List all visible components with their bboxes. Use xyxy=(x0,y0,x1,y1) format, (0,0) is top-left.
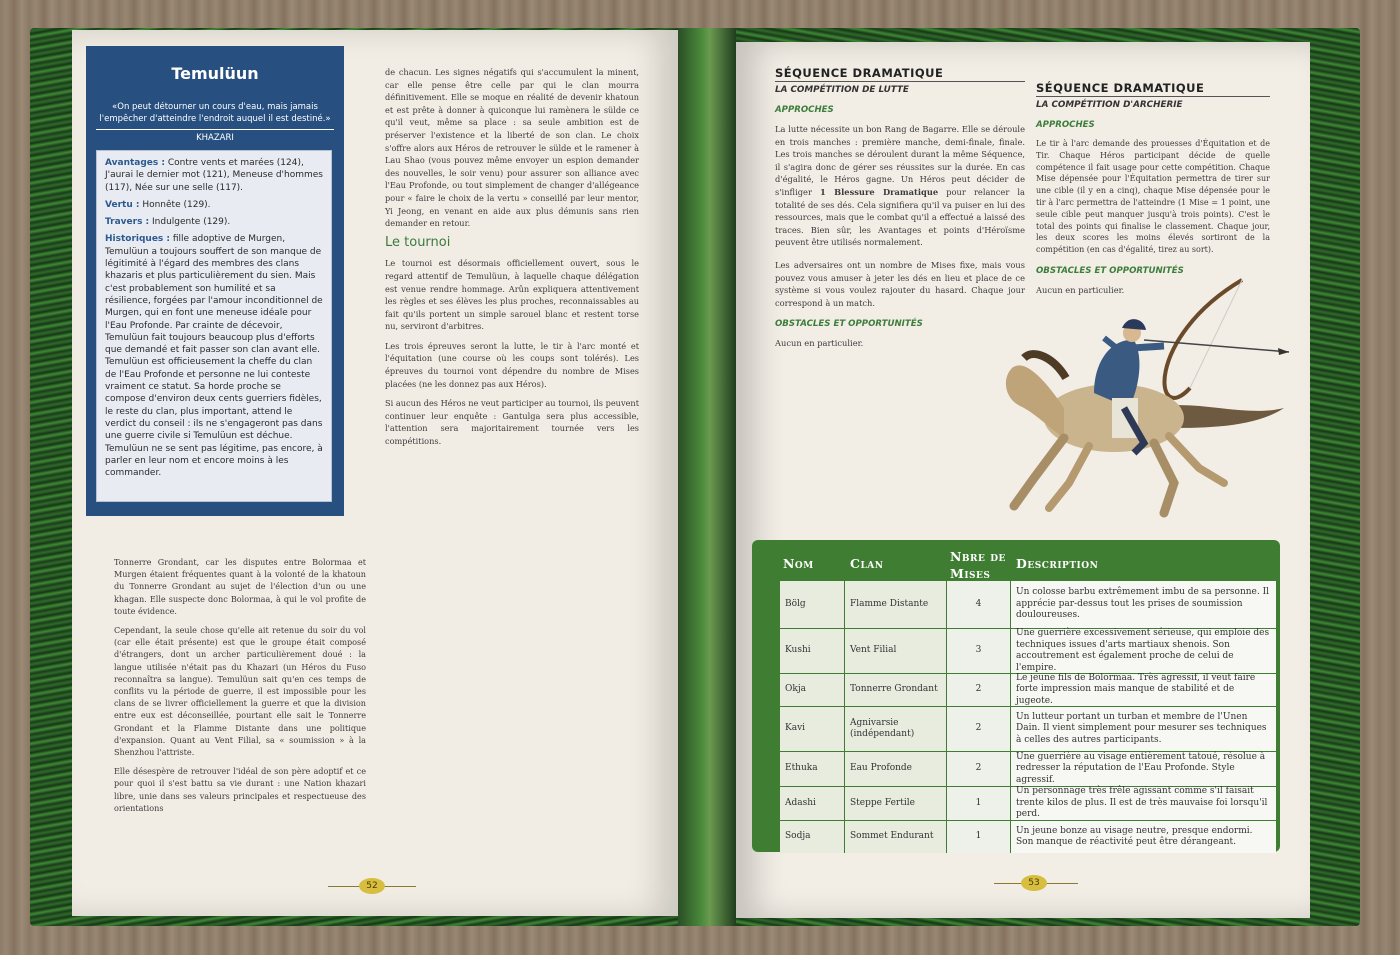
cell-clan: Eau Profonde xyxy=(845,752,947,786)
table-row xyxy=(780,821,1276,853)
paragraph: Le tir à l'arc demande des prouesses d'Équitation et de Tir. Chaque Héros participant décide de quelle compétence il fait usage pour cette compétition. Chaque Mise dépensée pour l'Équitation permettra de tirer sur une cible (il y en a cinq), chaque Mise dépensée pour le tir à l'arc permettra de l'atteindre (1 Mise = 1 point, une seule cible peut manquer jusqu'à trois points). C'est le total des points qui finalise le classement. Chaque jour, les deux scores les moins élevés sortiront de la compétition (en cas d'égalité, tirez au sort). xyxy=(1036,139,1270,255)
cell-clan: Flamme Distante xyxy=(845,581,947,628)
cell-mises: 1 xyxy=(947,787,1011,820)
cell-mises: 3 xyxy=(947,629,1011,673)
paragraph: La lutte nécessite un bon Rang de Bagarre. Elle se déroule en trois manches : première manche, demi-finale, finale. Les trois manches se déroulent durant la même Séquence, il s'agira donc de gérer ses réussites sur la durée. En cas d'égalité, le Héros gagne. Un Héros peut décider de s'infliger 1 Blessure Dramatique pour relancer la totalité de ses dés. Cela signifiera qu'il va puiser en lui des ressources, mais que le combat qu'il a effectué a laissé des traces. Bien sûr, les Avantages et points d'Héroïsme peuvent être utilisés normalement. xyxy=(775,124,1025,248)
sidebar-entry-vertu: Vertu : Honnête (129). xyxy=(105,199,211,210)
table-body xyxy=(780,581,1276,853)
page-number-right: 53 xyxy=(1021,875,1047,891)
sidebar-title: Temulüun xyxy=(171,64,259,83)
sidebar-entry-travers: Travers : Indulgente (129). xyxy=(105,217,231,228)
obstacles-heading: OBSTACLES ET OPPORTUNITÉS xyxy=(775,319,923,330)
competitors-table xyxy=(752,540,1280,852)
cell-mises: 1 xyxy=(947,821,1011,853)
cell-nom: Adashi xyxy=(780,787,845,820)
cell-nom: Sodja xyxy=(780,821,845,853)
cell-description: Un lutteur portant un turban et membre de l'Unen Dain. Il vient simplement pour mesurer ses techniques à celles des autres participants. xyxy=(1011,707,1276,751)
page-number-left: 52 xyxy=(359,878,385,894)
paragraph: Si aucun des Héros ne veut participer au tournoi, ils peuvent continuer leur enquête : Gantulga sera plus accessible, l'attention sera majoritairement tournée vers les compétitions. xyxy=(385,398,639,447)
table-row xyxy=(780,674,1276,707)
archerie-section xyxy=(1036,81,1270,297)
cell-description: Une guerrière excessivement sérieuse, qui emploie des techniques issues d'arts martiaux shenois. Son accoutrement est également proche de celui de l'empire. xyxy=(1011,629,1276,673)
right-column-text xyxy=(385,66,639,455)
horse-archer-illustration xyxy=(994,278,1294,518)
paragraph: Cependant, la seule chose qu'elle ait retenue du soir du vol (car elle était présente) est que le groupe était composé d'étrangers, dont un archer particulièrement doué : la langue utilisée n'était pas du Khazari (un Héros du Fuso reconnaîtra sa langue). Temulüun sait qu'en ces temps de conflits vu la période de guerre, il est impossible pour les clans de se livrer officiellement la guerre et que la division entre eux est déconseillée, pourtant elle sait le Tonnerre Grondant et la Flamme Distante dans une politique d'expansion. Quant au Vent Filial, sa « soumission » à la Shenzhou l'attriste. xyxy=(114,625,366,758)
sidebar-details-box xyxy=(96,150,332,502)
left-column-text xyxy=(114,556,366,821)
paragraph: de chacun. Les signes négatifs qui s'accumulent la minent, car elle pense être celle par qui le clan mourra définitivement. Elle se moque en réalité de devenir khatoun et est prête à donner à quiconque lui ramènera le sülde ce qu'il veut, même sa place : sa seule ambition est de préserver l'existence et la liberté de son clan. Le choix s'offre alors aux Héros de retrouver le sülde et le ramener à Lau Shao (vous pouvez même envoyer un espion demander des nouvelles, le soir venu) pour assurer son alliance avec l'Eau Profonde, ou tout simplement de changer d'allégeance pour « faire le choix de la vertu » conseillé par leur mentor, Yi Jeong, en venant en aide aux plus démunis sans rien demander en retour. xyxy=(385,67,639,229)
table-row xyxy=(780,629,1276,674)
sidebar-quote: «On peut détourner un cours d'eau, mais jamais l'empêcher d'atteindre l'endroit auquel il est destiné.» xyxy=(96,101,334,130)
cell-mises: 2 xyxy=(947,752,1011,786)
paragraph: Les adversaires ont un nombre de Mises fixe, mais vous pouvez vous amuser à jeter les dés en lieu et place de ce système si vous voulez rajouter du hasard. Chaque jour correspond à un match. xyxy=(775,259,1025,308)
table-header-nom: Nom xyxy=(783,556,814,571)
section-subtitle: LA COMPÉTITION DE LUTTE xyxy=(775,85,909,95)
cell-clan: Tonnerre Grondant xyxy=(845,674,947,706)
cell-description: Une guerrière au visage entièrement tatoué, résolue à redresser la réputation de l'Eau Profonde. Style agressif. xyxy=(1011,752,1276,786)
table-header-description: Description xyxy=(1016,556,1099,571)
section-title: SÉQUENCE DRAMATIQUE xyxy=(1036,81,1270,97)
cell-mises: 4 xyxy=(947,581,1011,628)
section-title: SÉQUENCE DRAMATIQUE xyxy=(775,66,1025,82)
cell-description: Un jeune bonze au visage neutre, presque endormi. Son manque de réactivité peut être dérangeant. xyxy=(1011,821,1276,853)
cell-nom: Ethuka xyxy=(780,752,845,786)
approches-heading: APPROCHES xyxy=(1036,120,1095,130)
cell-description: Un personnage très frêle agissant comme s'il faisait trente kilos de plus. Il est de très mauvaise foi lorsqu'il perd. xyxy=(1011,787,1276,820)
sidebar-entry-avantages: Avantages : Contre vents et marées (124), J'aurai le dernier mot (121), Meneuse d'hommes (117), Née sur une selle (117). xyxy=(105,158,323,193)
paragraph: Tonnerre Grondant, car les disputes entre Bolormaa et Murgen étaient fréquentes quant à la volonté de la khatoun du Tonnerre Grondant au sujet de l'élection d'un ou une khagan. Elle suspecte donc Bolormaa, à qui le vol profite de toute évidence. xyxy=(114,557,366,616)
sidebar-quote-author: KHAZARI xyxy=(196,133,234,143)
cell-mises: 2 xyxy=(947,707,1011,751)
table-header-clan: Clan xyxy=(850,556,884,571)
obstacles-heading: OBSTACLES ET OPPORTUNITÉS xyxy=(1036,265,1184,276)
approches-heading: APPROCHES xyxy=(775,105,834,115)
obstacles-text: Aucun en particulier. xyxy=(1036,284,1125,295)
character-sidebar xyxy=(86,46,344,516)
table-row xyxy=(780,787,1276,821)
cell-description: Un colosse barbu extrêmement imbu de sa personne. Il apprécie par-dessus tout les prises de soumission douloureuses. xyxy=(1011,581,1276,628)
book-gutter xyxy=(678,28,736,926)
paragraph: Le tournoi est désormais officiellement ouvert, sous le regard attentif de Temulüun, à laquelle chaque délégation est venue rendre hommage. Arûn expliquera attentivement les règles et ses élèves les plus proches, reconnaissables au fait qu'ils portent un simple sarouel blanc et restent torse nu, serviront d'arbitres. xyxy=(385,258,639,332)
lutte-body xyxy=(775,123,1025,309)
table-row xyxy=(780,707,1276,752)
cell-nom: Kushi xyxy=(780,629,845,673)
cell-nom: Kavi xyxy=(780,707,845,751)
archerie-body xyxy=(1036,138,1270,256)
table-row xyxy=(780,581,1276,629)
obstacles-text: Aucun en particulier. xyxy=(775,338,864,349)
section-subtitle: LA COMPÉTITION D'ARCHERIE xyxy=(1036,100,1183,110)
cell-clan: Sommet Endurant xyxy=(845,821,947,853)
cell-clan: Vent Filial xyxy=(845,629,947,673)
table-header-mises: Nbre de Mises xyxy=(950,549,1006,581)
cell-description: Le jeune fils de Bolormaa. Très agressif, il veut faire forte impression mais manque de stabilité et de jugeote. xyxy=(1011,674,1276,706)
cell-mises: 2 xyxy=(947,674,1011,706)
cell-clan: Steppe Fertile xyxy=(845,787,947,820)
sidebar-entry-historiques: Historiques : fille adoptive de Murgen, Temulüun a toujours souffert de son manque de légitimité à l'égard des membres des clans khazaris et plus particulièrement du sien. Mais c'est probablement son humilité et sa résilience, forgées par l'amour inconditionnel de Murgen, qui en font une meneuse idéale pour l'Eau Profonde. Par crainte de décevoir, Temulüun fait toujours beaucoup plus d'efforts que demandé et fait passer son clan avant elle. Temulüun est officieusement la cheffe du clan de l'Eau Profonde et personne ne lui conteste vraiment ce statut. Sa horde proche se compose d'environ deux cents guerriers fidèles, le reste du clan, plus important, attend le verdict du conseil : ils ne s'engageront pas dans une guerre civile si Temulüun est déchue. Temulüun ne se sent pas légitime, pas encore, à parler en leur nom et encore moins à les commander. xyxy=(105,234,323,479)
cell-clan: Agnivarsie (indépendant) xyxy=(845,707,947,751)
lutte-section xyxy=(775,66,1025,350)
section-heading-tournoi: Le tournoi xyxy=(385,234,451,250)
paragraph: Les trois épreuves seront la lutte, le tir à l'arc monté et l'équitation (une course où les coups sont tolérés). Les épreuves du tournoi vont dépendre du nombre de Mises placées (ne les donnez pas aux Héros). xyxy=(385,340,639,389)
paragraph: Elle désespère de retrouver l'idéal de son père adoptif et ce pour quoi il s'est battu sa vie durant : une Nation khazari libre, unie dans ses valeurs principales et respectueuse des orientations xyxy=(114,766,366,813)
cell-nom: Okja xyxy=(780,674,845,706)
table-row xyxy=(780,752,1276,787)
cell-nom: Bölg xyxy=(780,581,845,628)
